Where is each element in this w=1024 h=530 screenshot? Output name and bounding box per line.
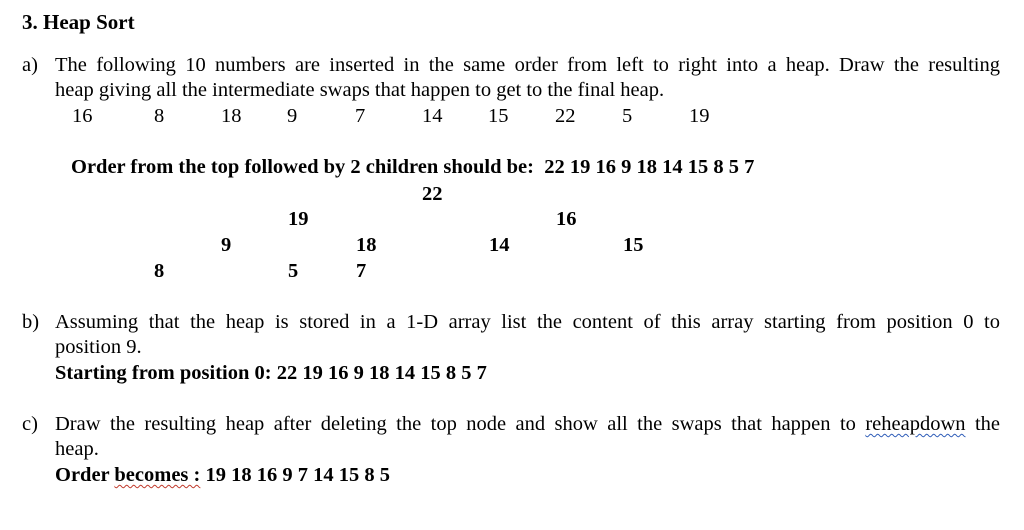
part-b-question-line1: Assuming that the heap is stored in a 1-D array list the content of this array starting from position 0 to [55, 311, 1000, 333]
part-c-label: c) [22, 413, 38, 435]
heap-node: 9 [221, 234, 232, 256]
part-c-text-after: the [965, 413, 1000, 435]
input-number: 18 [221, 105, 242, 127]
part-a-question-line2: heap giving all the intermediate swaps that happen to get to the final heap. [55, 79, 665, 101]
heap-node: 18 [356, 234, 377, 256]
heap-node: 7 [356, 260, 367, 282]
part-c-text-before: Draw the resulting heap after deleting the top node and show all the swaps that happen to [55, 413, 866, 435]
part-c-answer [55, 463, 390, 488]
section-heading: 3. Heap Sort [22, 10, 135, 34]
part-b-answer: Starting from position 0: 22 19 16 9 18 14 15 8 5 7 [55, 362, 487, 384]
reheapdown-word: reheapdown [865, 413, 966, 435]
input-number: 8 [154, 105, 165, 127]
part-b-question-line2: position 9. [55, 336, 142, 358]
heap-node: 15 [623, 234, 644, 256]
part-a-order-answer: Order from the top followed by 2 children should be: 22 19 16 9 18 14 15 8 5 7 [71, 156, 755, 178]
input-number: 5 [622, 105, 633, 127]
heap-node: 5 [288, 260, 299, 282]
heap-node-root: 22 [422, 183, 443, 205]
input-number: 14 [422, 105, 443, 127]
becomes-word: becomes : [114, 464, 201, 486]
input-number: 7 [355, 105, 366, 127]
heap-node: 16 [556, 208, 577, 230]
heap-node: 14 [489, 234, 510, 256]
heap-node: 8 [154, 260, 165, 282]
input-number: 19 [689, 105, 710, 127]
part-b-label: b) [22, 311, 40, 333]
part-c-question-line2: heap. [55, 438, 99, 460]
part-a-label: a) [22, 54, 38, 76]
input-number: 15 [488, 105, 509, 127]
heap-node: 19 [288, 208, 309, 230]
input-number: 16 [72, 105, 93, 127]
input-number-list [0, 104, 1024, 130]
input-number: 22 [555, 105, 576, 127]
part-c-answer-prefix: Order [55, 464, 115, 486]
part-c-question-line1 [55, 412, 1000, 437]
part-a-question-line1: The following 10 numbers are inserted in the same order from left to right into a heap. Draw the resulting [55, 54, 1000, 76]
input-number: 9 [287, 105, 298, 127]
part-c-answer-values: 19 18 16 9 7 14 15 8 5 [200, 464, 390, 486]
